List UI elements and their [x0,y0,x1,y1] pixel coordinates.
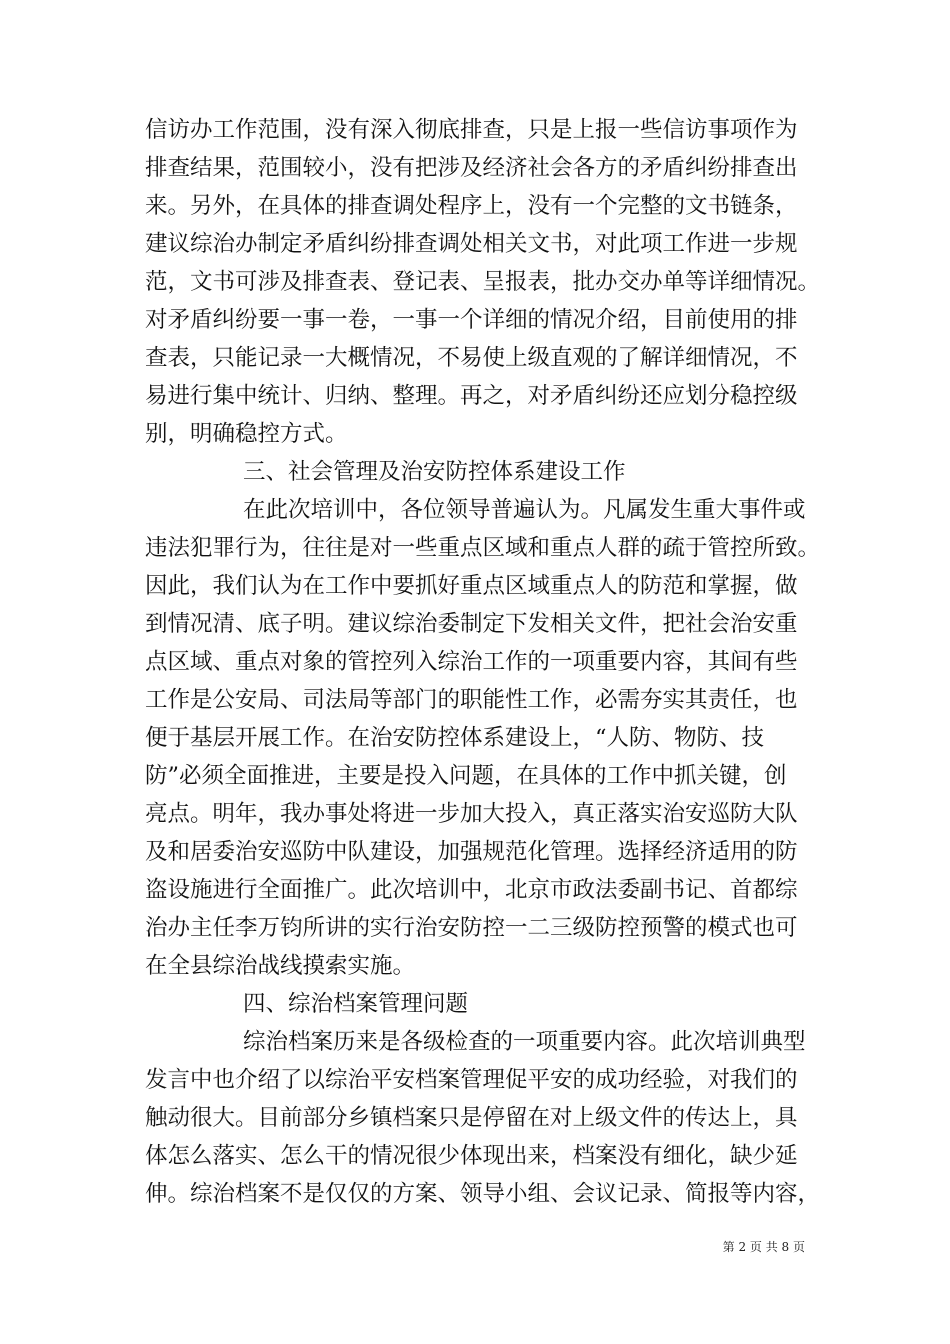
paragraph-line: 范，文书可涉及排查表、登记表、呈报表，批办交办单等详细情况。 [145,269,821,295]
paragraph-line: 体怎么落实、怎么干的情况很少体现出来，档案没有细化，缺少延 [145,1143,798,1169]
section-heading: 三、社会管理及治安防控体系建设工作 [243,459,626,485]
paragraph-line: 伸。综治档案不是仅仅的方案、领导小组、会议记录、简报等内容， [145,1181,821,1207]
paragraph-line: 违法犯罪行为，往往是对一些重点区域和重点人群的疏于管控所致。 [145,535,821,561]
paragraph-line: 触动很大。目前部分乡镇档案只是停留在对上级文件的传达上，具 [145,1105,798,1131]
paragraph-line: 工作是公安局、司法局等部门的职能性工作，必需夯实其责任，也 [145,687,798,713]
paragraph-line: 及和居委治安巡防中队建设，加强规范化管理。选择经济适用的防 [145,839,798,865]
paragraph-line: 治办主任李万钧所讲的实行治安防控一二三级防控预警的模式也可 [145,915,798,941]
paragraph-line: 来。另外，在具体的排查调处程序上，没有一个完整的文书链条， [145,193,798,219]
paragraph-line: 亮点。明年，我办事处将进一步加大投入，真正落实治安巡防大队 [145,801,798,827]
document-body [145,111,821,1213]
paragraph-line: 建议综治办制定矛盾纠纷排查调处相关文书，对此项工作进一步规 [145,231,798,257]
paragraph-line: 点区域、重点对象的管控列入综治工作的一项重要内容，其间有些 [145,649,798,675]
paragraph-line: 到情况清、底子明。建议综治委制定下发相关文件，把社会治安重 [145,611,798,637]
paragraph-line: 在全县综治战线摸索实施。 [145,953,416,979]
paragraph-line: 别，明确稳控方式。 [145,421,348,447]
paragraph-line: 对矛盾纠纷要一事一卷，一事一个详细的情况介绍，目前使用的排 [145,307,798,333]
paragraph-line: 因此，我们认为在工作中要抓好重点区域重点人的防范和掌握，做 [145,573,798,599]
paragraph-line: 综治档案历来是各级检查的一项重要内容。此次培训典型 [243,1029,806,1055]
paragraph-line: 信访办工作范围，没有深入彻底排查，只是上报一些信访事项作为 [145,117,798,143]
page-number-footer: 第 2 页 共 8 页 [722,1240,805,1254]
paragraph-line: 在此次培训中，各位领导普遍认为。凡属发生重大事件或 [243,497,806,523]
paragraph-line: 防”必须全面推进，主要是投入问题，在具体的工作中抓关键，创 [145,763,787,789]
paragraph-line: 排查结果，范围较小，没有把涉及经济社会各方的矛盾纠纷排查出 [145,155,798,181]
paragraph-line: 易进行集中统计、归纳、整理。再之，对矛盾纠纷还应划分稳控级 [145,383,798,409]
section-heading: 四、综治档案管理问题 [243,991,469,1017]
paragraph-line: 便于基层开展工作。在治安防控体系建设上，“人防、物防、技 [145,725,765,751]
paragraph-line: 发言中也介绍了以综治平安档案管理促平安的成功经验，对我们的 [145,1067,798,1093]
paragraph-line: 盗设施进行全面推广。此次培训中，北京市政法委副书记、首都综 [145,877,798,903]
paragraph-line: 查表，只能记录一大概情况，不易使上级直观的了解详细情况，不 [145,345,798,371]
